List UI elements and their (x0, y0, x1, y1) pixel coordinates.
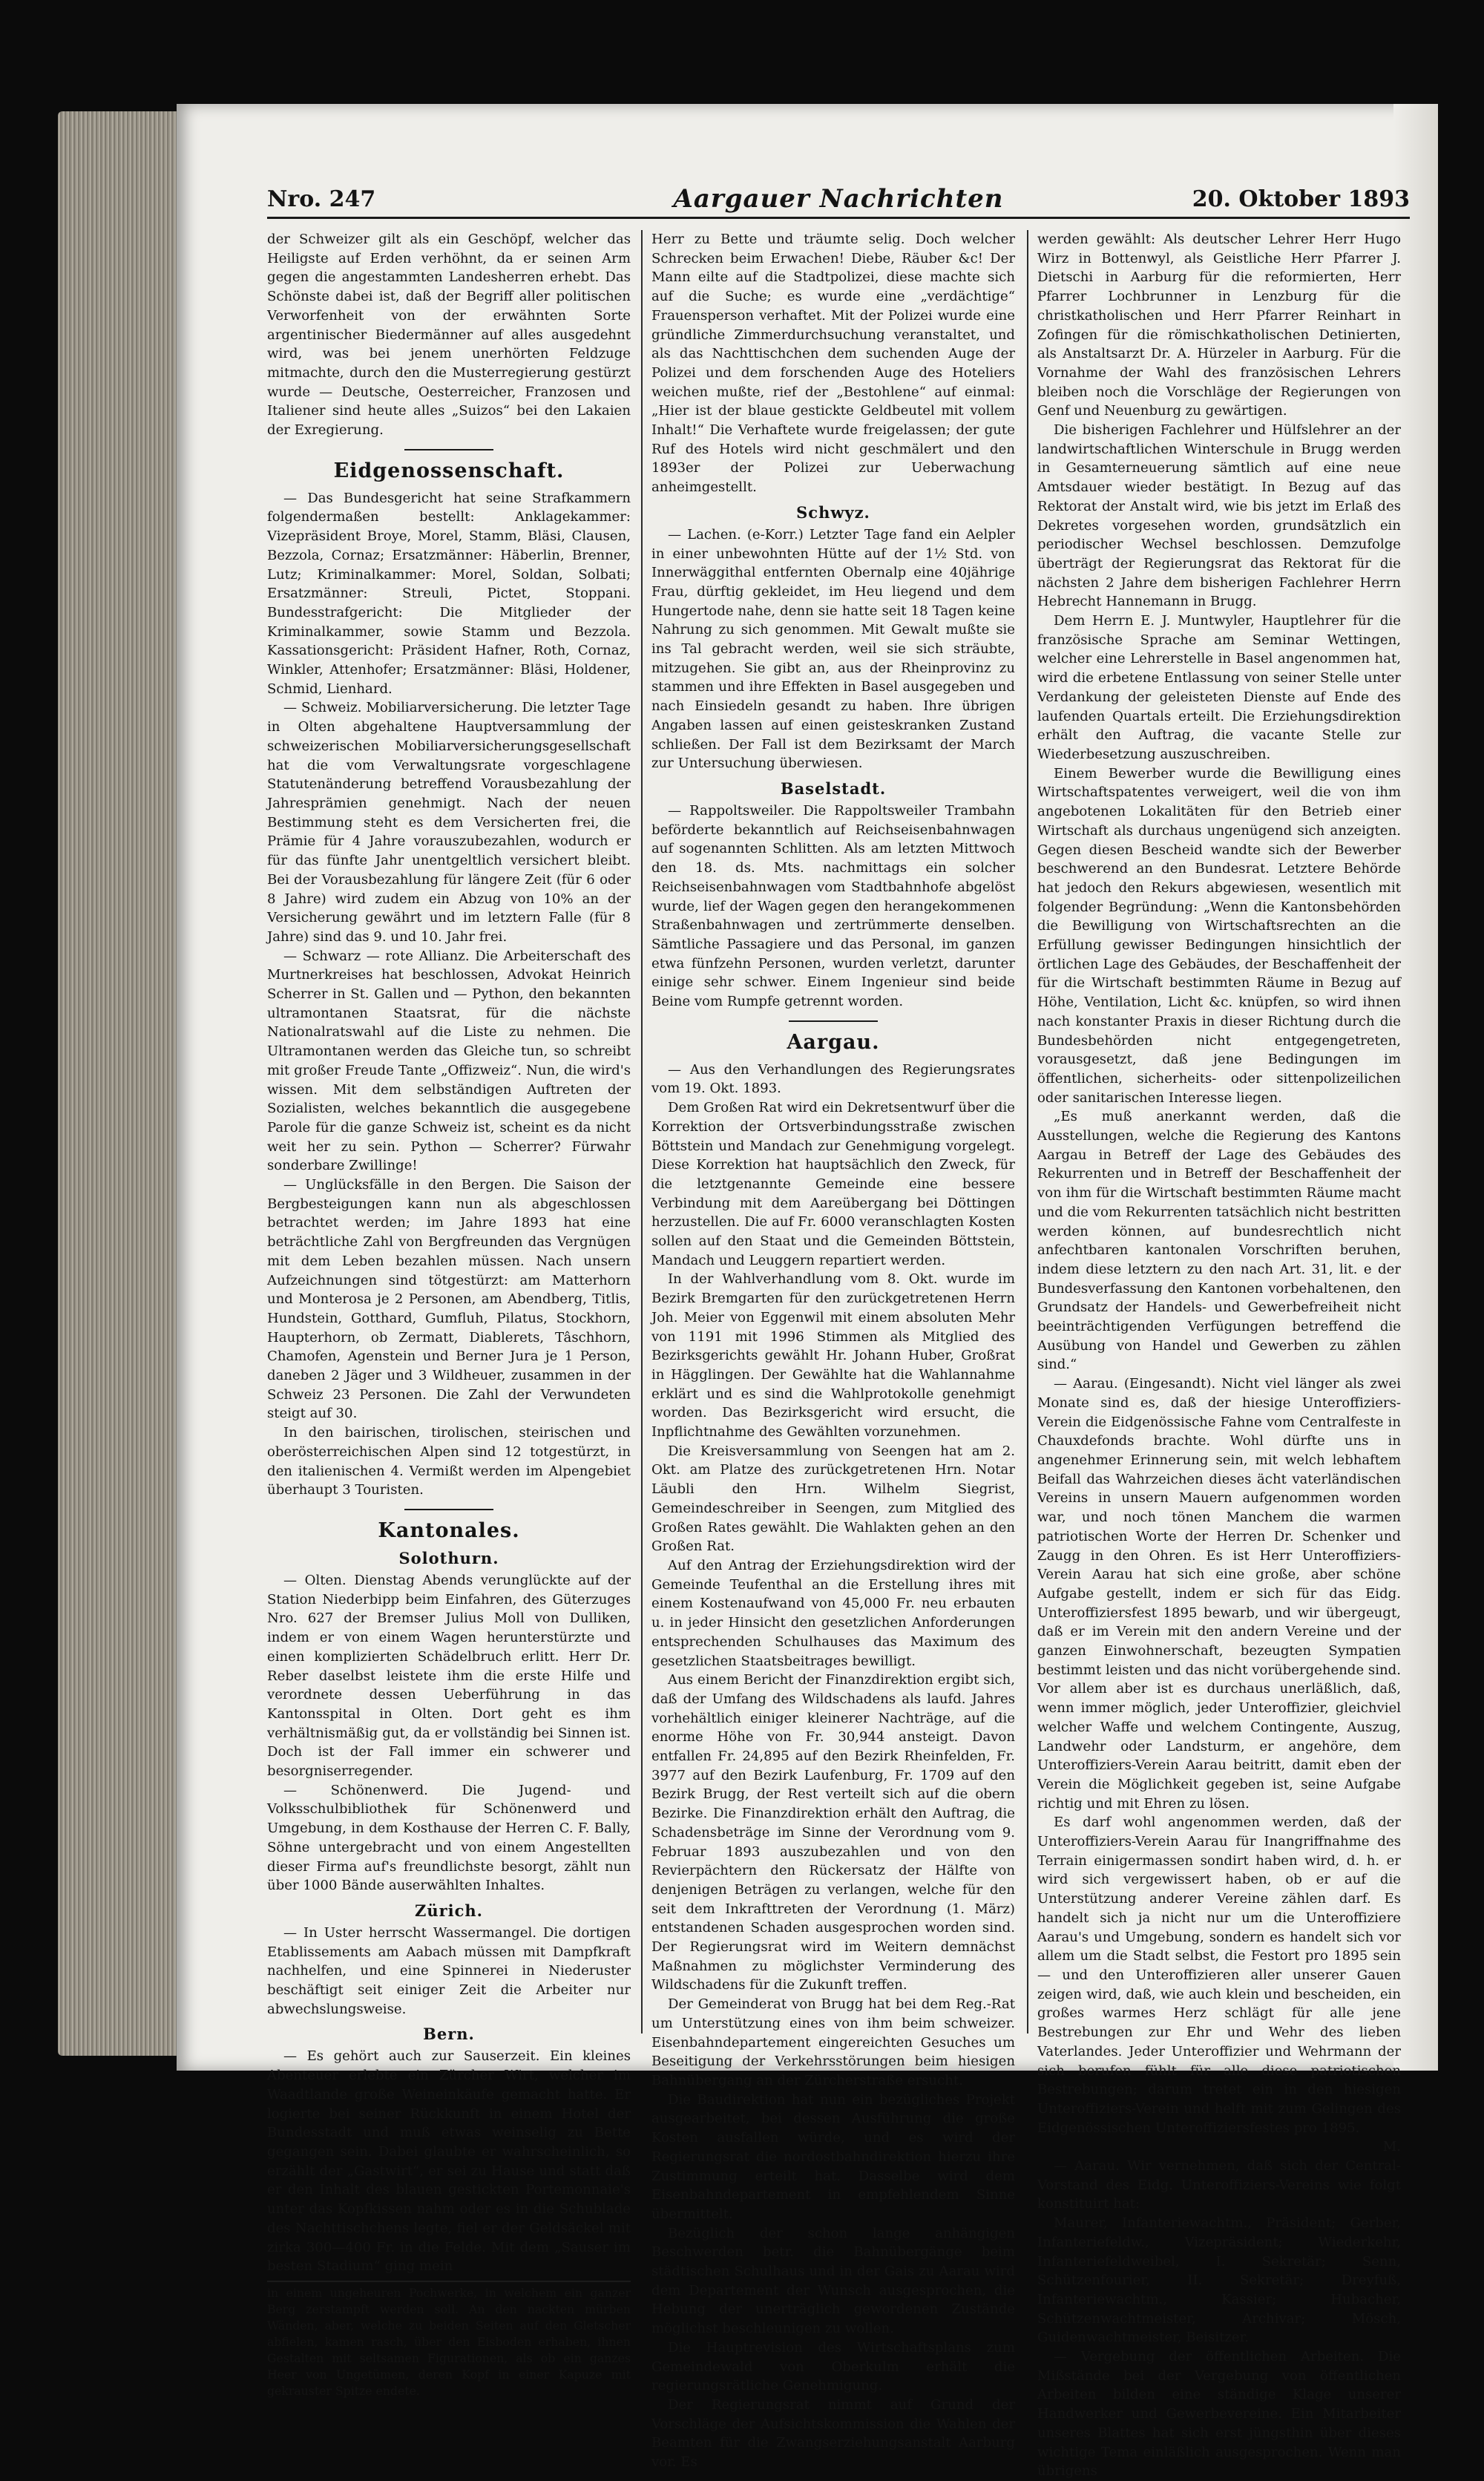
article-text: — In Uster herrscht Wassermangel. Die dortigen Etablissements am Aabach müssen mit Dampfkraft nachhelfen, und eine Spinnerei in Niederuster beschäftigt seit einiger Zeit die Arbeiter nur abwechslungsweise. (267, 1924, 631, 2017)
article-text: — Vergebung der öffentlichen Arbeiten. Die Mißstände bei der Vergebung von öffentlichen Arbeiten bilden eine ständige Klage unserer Handwerker und Gewerbevereine. Ein Mitarbeiter unseres Blattes hat sich erst jüngsthin über dieses wichtige Tema einläßlich ausgesprochen. Wenn man übrigens (1037, 2349, 1401, 2480)
article-text: — Lachen. (e-Korr.) Letzter Tage fand ein Aelpler in einer unbewohnten Hütte auf der 1½ Std. von Innerwäggithal entfernten Obernalp eine 40jährige Frau, dürftig gekleidet, im Heu liegend und dem Hungertode nahe, denn sie hatte seit 18 Tagen keine Nahrung zu sich genommen. Mit Gewalt mußte sie ins Tal gebracht werden, weil sie sich sträubte, mitzugehen. Sie gibt an, aus der Rheinprovinz zu stammen und ihre Effekten in Basel ausgegeben und nach Einsiedeln gesandt zu haben. Ihre übrigen Angaben lassen auf einen geisteskranken Zustand schließen. Der Fall ist dem Bezirksamt der March zur Untersuchung überwiesen. (651, 526, 1015, 772)
article-text: der Schweizer gilt als ein Geschöpf, welcher das Heiligste auf Erden verhöhnt, da er seinen Arm gegen die angestammten Landesherren erhebt. Das Schönste dabei ist, daß der Begriff aller politischen Verworfenheit von der erwähnten Sorte argentinischer Biedermänner auf alles ausgedehnt wird, was bei jenem unerhörten Feldzuge mitmachte, durch den die Musterregierung gestürzt wurde — Deutsche, Oesterreicher, Franzosen und Italiener sind heute alles „Suizos“ bei den Lakaien der Exregierung. (267, 232, 631, 439)
column-3 (1037, 230, 1401, 2480)
article-text: „Es muß anerkannt werden, daß die Ausstellungen, welche die Regierung des Kantons Aargau in Betreff der Lage des Gebäudes des Rekurrenten und in Betreff der Beschaffenheit der von ihm für die Wirtschaft bestimmten Räume macht und die vom Rekurrenten tatsächlich nicht bestritten werden können, auf bundesrechtlich nicht anfechtbaren kantonalen Vorschriften beruhen, indem diese letztern zu den nach Art. 31, lit. e der Bundesverfassung den Kantonen vorbehaltenen, den Grundsatz der Handels- und Gewerbefreiheit nicht beeinträchtigenden Verfügungen betreffend die Ausübung von Handel und Gewerben zu zählen sind.“ (1037, 1109, 1401, 1373)
article-text: Herr zu Bette und träumte selig. Doch welcher Schrecken beim Erwachen! Diebe, Räuber &c! Der Mann eilte auf die Stadtpolizei, diese machte sich auf die Suche; es wurde eine „verdächtige“ Frauensperson verhaftet. Mit der Polizei wurde eine gründliche Zimmerdurchsuchung veranstaltet, und als das Nachttischchen dem suchenden Auge der Polizei und dem forschenden Auge des Hoteliers weichen mußte, rief der „Bestohlene“ auf einmal: „Hier ist der blaue gestickte Geldbeutel mit vollem Inhalt!“ Die Verhaftete wurde freigelassen; der gute Ruf des Hotels wird nicht geschmälert und den 1893er der Polizei zur Ueberwachung anheimgestellt. (651, 232, 1015, 496)
article-text: Es darf wohl angenommen werden, daß der Unteroffiziers-Verein Aarau für Inangriffnahme des Terrain einigermassen sondirt haben wird, d. h. er wird sich vergewissert haben, ob er auf die Unterstützung anderer Vereine zählen darf. Es handelt sich ja nicht nur um die Unteroffiziere Aarau's und Umgebung, sondern es handelt sich vor allem um die Stadt selbst, die Festort pro 1895 sein — und den Unteroffizieren aller unserer Gauen zeigen wird, daß, wie auch klein und bescheiden, ein großes warmes Herz schlägt für alle jene Bestrebungen zur Ehr und Wehr des lieben Vaterlandes. Jeder Unteroffizier und Wehrmann der sich berufen fühlt für alle diese patriotischen Bestrebungen; darum tretet ein in den hiesigen Unteroffiziers-Verein und helft mit zum Gelingen des Eidgenössischen Unteroffiziersfestes pro 1895. (1037, 1815, 1401, 2136)
article-text: Dem Herrn E. J. Muntwyler, Hauptlehrer für die französische Sprache am Seminar Wettingen, welcher eine Lehrerstelle in Basel angenommen hat, wird die erbetene Entlassung von seiner Stelle unter Verdankung der geleisteten Dienste auf Ende des laufenden Quartals erteilt. Die Erziehungsdirektion erhält den Auftrag, die vacante Stelle zur Wiederbesetzung auszuschreiben. (1037, 613, 1401, 762)
article-text: — Aarau. (Eingesandt). Nicht viel länger als zwei Monate sind es, daß der hiesige Unteroffiziers-Verein die Eidgenössische Fahne vom Centralfeste in Chauxdefonds brachte. Wohl dürfte uns in angenehmer Erinnerung sein, mit welch lebhaftem Beifall das Wahrzeichen dieses ächt vaterländischen Vereins in unsern Mauern aufgenommen worden war, und noch tönen Manchem die warmen patriotischen Worte der Herren Dr. Schenker und Zaugg in den Ohren. Es ist Herr Unteroffiziers-Verein Aarau hat sich eine große, aber schöne Aufgabe gestellt, indem er sich für das Eidg. Unteroffiziersfest 1895 bewarb, und wir übergeugt, daß er im Verein mit den andern Vereine und der ganzen Einwohnerschaft, bezeugten Sympatien bestimmt leisten und das nicht vorübergehende sind. Vor allem aber ist es durchaus unerläßlich, daß, wenn immer möglich, jeder Unteroffizier, gleichviel welcher Waffe und welchem Contingente, Auszug, Landwehr oder Landsturm, er angehöre, dem Unteroffiziers-Verein Aarau beitritt, damit eben der Verein die Möglichkeit gegeben ist, seine Aufgabe richtig und mit Ehren zu lösen. (1037, 1376, 1401, 1812)
article-text: Die Kreisversammlung von Seengen hat am 2. Okt. am Platze des zurückgetretenen Hrn. Notar Läubli den Hrn. Wilhelm Siegrist, Gemeindeschreiber in Seengen, zum Mitglied des Großen Rates gewählt. Die Wahlakten gehen an den Großen Rat. (651, 1443, 1015, 1555)
article-text: — Das Bundesgericht hat seine Strafkammern folgendermaßen bestellt: Anklagekammer: Vizepräsident Broye, Morel, Stamm, Bläsi, Clausen, Bezzola, Cornaz; Ersatzmänner: Häberlin, Brenner, Lutz; Kriminalkammer: Morel, Soldan, Solbati; Ersatzmänner: Streuli, Pictet, Stoppani. Bundesstrafgericht: Die Mitglieder der Kriminalkammer, sowie Stamm und Bezzola. Kassationsgericht: Präsident Hafner, Roth, Cornaz, Winkler, Attenhofer; Ersatzmänner: Bläsi, Holdener, Schmid, Lienhard. (267, 490, 631, 697)
column-rule (1027, 230, 1028, 2033)
article-text: Die Hauptrevision des Wirtschaftsplans zum Gemeindewald von Oberkulm erhält die regierungsrätliche Genehmigung. (651, 2339, 1015, 2394)
newspaper-title: Aargauer Nachrichten (673, 184, 1004, 214)
subsection-heading: Zürich. (414, 1901, 483, 1920)
article-text: — Rappoltsweiler. Die Rappoltsweiler Trambahn beförderte bekanntlich auf Reichseisenbahnwagen auf sogenannten Schlitten. Als am letzten Mittwoch den 18. ds. Mts. nachmittags ein solcher Reichseisenbahnwagen vom Stadtbahnhofe abgelöst wurde, lief der Wagen gegen den herangekommenen Straßenbahnwagen und zertrümmerte denselben. Sämtliche Passagiere und das Personal, im ganzen etwa fünfzehn Personen, wurden verletzt, darunter einige sehr schwer. Einem Ingenieur sind beide Beine vom Rumpfe getrennt worden. (651, 802, 1015, 1010)
article-text: — Schönenwerd. Die Jugend- und Volksschulbibliothek für Schönenwerd und Umgebung, in dem Kosthause der Herren C. F. Bally, Söhne untergebracht und von einem Angestellten dieser Firma auf's freundlichste besorgt, zählt nun über 1000 Bände auserwählten Inhaltes. (267, 1782, 631, 1894)
article-text: — Es gehört auch zur Sauserzeit. Ein kleines Abenteuer erlebte ein Zürcher Wirt, welcher im Waadtlande große Weineinkäufe gemacht hatte. Er logierte bei seiner Rückkunft in einem Hotel der Bundesstadt und muß etwas weinselig zu Bette gegangen sein. Dabei glaubte er wahrscheinlich, so erzählt der „Gastwirt“, er sei zu Hause und statt daß er den Inhalt des blauen gestickten Portemonnaie's unter das Kopfkissen nahm oder es in die Schublade des Nachttischchens legte, fiel er der Geldsäckel mit zirka 300—400 Fr. in die Felde. Mit dem „Sauser im besten Stadium“ ging mein (267, 2048, 631, 2275)
separator (789, 1020, 878, 1022)
issue-number: Nro. 247 (267, 186, 376, 212)
subsection-heading: Bern. (423, 2025, 475, 2044)
section-heading: Eidgenossenschaft. (333, 459, 565, 482)
article-text: Auf den Antrag der Erziehungsdirektion wird der Gemeinde Teufenthal an die Erstellung ihres mit einem Kostenaufwand von 45,000 Fr. neu erbauten u. in jeder Hinsicht den gesetzlichen Anforderungen entsprechenden Schulhauses das Maximum des gesetzlichen Staatsbeitrages bewilligt. (651, 1558, 1015, 1669)
column-rule (641, 230, 643, 2033)
article-text: Der Regierungsrat nimmt auf Grund der Vorschläge der Aufsichtskommission die Wahlen der Beamten für die Zwangserziehungsanstalt Aarburg vor. Es (651, 2396, 1015, 2471)
subsection-heading: Solothurn. (398, 1549, 499, 1567)
article-text: Aus einem Bericht der Finanzdirektion ergibt sich, daß der Umfang des Wildschadens als laufd. Jahres vorhehältlich einiger kleinerer Nachträge, auf die enorme Höhe von Fr. 30,944 ansteigt. Davon entfallen Fr. 24,895 auf den Bezirk Rheinfelden, Fr. 3977 auf den Bezirk Laufenburg, Fr. 1709 auf den Bezirk Brugg, der Rest verteilt sich auf die obern Bezirke. Die Finanzdirektion erhält den Auftrag, die Schadensbeträge im Sinne der Verordnung vom 9. Februar 1893 auszubezahlen und von den Revierpächtern den Rückersatz der Hälfte von denjenigen Beträgen zu verlangen, welche für den seit dem Inkrafttreten der Verordnung (1. März) entstandenen Schaden ausgesprochen worden sind. Der Regierungsrat wird im Weitern demnächst Maßnahmen zu möglichster Verminderung des Wildschadens für die Zukunft treffen. (651, 1672, 1015, 1993)
masthead (267, 172, 1410, 219)
article-text: — Aus den Verhandlungen des Regierungsrates vom 19. Okt. 1893. (651, 1061, 1015, 1097)
article-text: — Aarau. Wir vernehmen, daß sich der Central-Vorstand des Eidg. Unteroffiziers-Vereins wie folgt konstituirt hat: (1037, 2158, 1401, 2212)
section-heading: Aargau. (787, 1030, 880, 1054)
column-2 (651, 230, 1015, 2471)
article-text: Einem Bewerber wurde die Bewilligung eines Wirtschaftspatentes verweigert, weil die von ihm angebotenen Lokalitäten für den Betrieb einer Wirtschaft als durchaus ungenügend sich anzeigten. Gegen diesen Bescheid wandte sich der Bewerber beschwerend an den Bundesrat. Letztere Behörde hat jedoch den Rekurs abgewiesen, wesentlich mit folgender Begründung: „Wenn die Kantonsbehörden die Bewilligung von Wirtschaftsrechten an die Erfüllung gewisser Bedingungen hinsichtlich der örtlichen Lage des Gebäudes, der Beschaffenheit der für die Wirtschaft bestimmten Räume in Bezug auf Höhe, Ventilation, Licht &c. knüpfen, so wird ihnen nach konstanter Praxis in dieser Richtung durch die Bundesbehörden nicht entgegengetreten, vorausgesetzt, daß jene Bedingungen im öffentlichen, sicherheits- oder sittenpolizeilichen oder sanitarischen Interesse liegen. (1037, 765, 1401, 1106)
article-text: — Schwarz — rote Allianz. Die Arbeiterschaft des Murtnerkreises hat beschlossen, Advokat Heinrich Scherrer in St. Gallen und — Python, den bekannten ultramontanen Staatsrat, für die nächste Nationalratswahl auf die Liste zu nehmen. Die Ultramontanen werden das Gleiche tun, so schreibt mit großer Freude Tante „Offizweiz“. Nun, die wird's wissen. Mit dem selbständigen Auftreten der Sozialisten, welches bekanntlich die ausgegebene Parole für die ganze Schweiz ist, scheint es da nicht weit her zu sein. Python — Scherrer? Fürwahr sonderbare Zwillinge! (267, 948, 631, 1174)
subsection-heading: Schwyz. (796, 502, 870, 522)
article-text: — Olten. Dienstag Abends verunglückte auf der Station Niederbipp beim Einfahren, des Güterzuges Nro. 627 der Bremser Julius Moll von Dulliken, indem er von einem Wagen herunterstürzte und einen komplizierten Schädelbruch erlitt. Herr Dr. Reber daselbst leistete ihm die erste Hilfe und verordnete dessen Ueberführung in das Kantonsspital in Olten. Dort geht es ihm verhältnismäßig gut, da er vollständig bei Sinnen ist. Doch ist der Fall immer ein schwerer und besorgniserregender. (267, 1573, 631, 1780)
article-text: In der Wahlverhandlung vom 8. Okt. wurde im Bezirk Bremgarten für den zurückgetretenen Herrn Joh. Meier von Eggenwil mit einem absoluten Mehr von 1191 mit 1996 Stimmen als Mitglied des Bezirksgerichts gewählt Hr. Johann Huber, Großrat in Hägglingen. Der Gewählte hat die Wahlannahme erklärt und es sind die Wahlprotokolle genehmigt worden. Das Bezirksgericht wird ersucht, die Inpflichtnahme des Gewählten vorzunehmen. (651, 1271, 1015, 1441)
article-text: werden gewählt: Als deutscher Lehrer Herr Hugo Wirz in Bottenwyl, als Geistliche Herr Pfarrer J. Dietschi in Aarburg für die reformierten, Herr Pfarrer Lochbrunner in Lenzburg für die christkatholischen und Herr Pfarrer Reinhart in Zofingen für die römischkatholischen Detinierten, als Anstaltsarzt Dr. A. Hürzeler in Aarburg. Für die Vornahme der Wahl des französischen Lehrers bleiben noch die Vorschläge der Regierungen von Genf und Neuenburg zu gewärtigen. (1037, 232, 1401, 419)
article-text: Dem Großen Rat wird ein Dekretsentwurf über die Korrektion der Ortsverbindungsstraße zwischen Böttstein und Mandach zur Genehmigung vorgelegt. Diese Korrektion hat hauptsächlich den Zweck, für die letztgenannte Gemeinde eine bessere Verbindung mit dem Aareübergang bei Döttingen herzustellen. Die auf Fr. 6000 veranschlagten Kosten sollen auf den Staat und die Gemeinden Böttstein, Mandach und Leuggern repartiert werden. (651, 1100, 1015, 1268)
separator (404, 449, 493, 450)
book-page-edges (58, 111, 177, 2056)
subsection-heading: Baselstadt. (780, 779, 887, 798)
feuilleton-text: in einem ungeheuren Pochwerke, in welchem ein ganzer Berg zerstampft werden soll. An den nackten mürben Wänden, aber, welche zu beiden Seiten auf den Gletscher abfielen, kamen rasch, über den Eisboden erhaben, ihnen Gestalten mit seltsamen Figurationen, als ob ein ganzes Heer von Ungetümen, deren Kopf in einer Kapuze mit gekrauster Spitze endete. (267, 2281, 631, 2399)
separator (404, 1509, 493, 1510)
newspaper-page (177, 104, 1438, 2480)
issue-date: 20. Oktober 1893 (1192, 186, 1410, 212)
author-signature: M. (1382, 2139, 1401, 2155)
article-text: Die Baudirektion hat nun ein bezügliches Projekt ausgearbeitet, bei dessen Ausführung die große Kosten ausfallen würde, und es wird der Regierungsrat die nordostbahndirektion hierzu ihre Zustimmung erteilt hat. Dasselbe wird dem Eisenbahndepartement in empfehlendem Sinne übermittelt. (651, 2091, 1015, 2222)
column-1 (267, 230, 631, 2398)
article-text: In den bairischen, tirolischen, steirischen und oberösterreichischen Alpen sind 12 totgestürzt, in den italienischen 4. Vermißt werden im Alpengebiet überhaupt 3 Touristen. (267, 1425, 631, 1498)
article-text: — Schweiz. Mobiliarversicherung. Die letzter Tage in Olten abgehaltene Hauptversammlung der schweizerischen Mobiliarversicherungsgesellschaft hat die vom Verwaltungsrate vorgeschlagene Statutenänderung betreffend Vorausbezahlung der Jahresprämien genehmigt. Nach der neuen Bestimmung steht es dem Versicherten frei, die Prämie für 4 Jahre vorauszubezahlen, wodurch er für das fünfte Jahr unentgeltlich versichert bleibt. Bei der Vorausbezahlung für längere Zeit (für 6 oder 8 Jahre) wird zudem ein Abzug von 10% an der Versicherung gewährt und im letztern Falle (für 8 Jahre) sind das 9. und 10. Jahr frei. (267, 700, 631, 945)
article-text: Bezüglich der schon lange anhängigen Beschwerden betr. die Bahnübergänge beim städtischen Schulhaus und in der Gais zu Aarau wird dem Departement der Wunsch ausgesprochen, die Hebung der unerträglich gewordenen Zustände möglichst beschleunigen zu wollen. (651, 2225, 1015, 2337)
article-text: Maurer, Infanteriewachtm., Präsident; Gerber, Infanteriefeldw., Vizepräsident; Wiederkehr, Infanteriefeldweibel, I. Sekretär; Senn, Schützenfourier, II. Sekretär; Dreyfuß, Infanteriewachtm., Kassier; Hubacher, Schützenwachtmeister, Archivar; Mösch, Guidenwachtmeister, Beisitzer. (1037, 2215, 1401, 2346)
section-heading: Kantonales. (378, 1519, 520, 1542)
article-text: Die bisherigen Fachlehrer und Hülfslehrer an der landwirtschaftlichen Winterschule in Brugg werden in Gesamterneuerung sämtlich auf eine neue Amtsdauer wieder bestätigt. In Bezug auf das Rektorat der Anstalt wird, wie bis jetzt im Erlaß des Dekretes vorgesehen worden, grundsätzlich ein periodischer Wechsel beschlossen. Demzufolge überträgt der Regierungsrat das Rektorat für die nächsten 2 Jahre dem bisherigen Fachlehrer Herrn Hebrecht Hannemann in Brugg. (1037, 422, 1401, 610)
article-text: Der Gemeinderat von Brugg hat bei dem Reg.-Rat um Unterstützung eines von ihm beim schweizer. Eisenbahndepartement eingereichten Gesuches um Beseitigung der Verkehrsstörungen beim hiesigen Bahnübergang an der Zürcherstraße ersucht. (651, 1996, 1015, 2088)
article-text: — Unglücksfälle in den Bergen. Die Saison der Bergbesteigungen kann nun als abgeschlossen betrachtet werden; im Jahre 1893 hat eine beträchtliche Zahl von Bergfreunden das Vergnügen mit dem Leben bezahlen müssen. Nach unsern Aufzeichnungen sind tötgestürzt: am Matterhorn und Monterosa je 2 Personen, am Abendberg, Titlis, Hundstein, Gotthard, Gumfluh, Pilatus, Stockhorn, Haupterhorn, ob Zermatt, Diablerets, Tâschhorn, Chamofen, Agenstein und Berner Jura je 1 Person, daneben 2 Jäger und 3 Wildheuer, zusammen in der Schweiz 23 Personen. Die Zahl der Verwundeten steigt auf 30. (267, 1177, 631, 1422)
